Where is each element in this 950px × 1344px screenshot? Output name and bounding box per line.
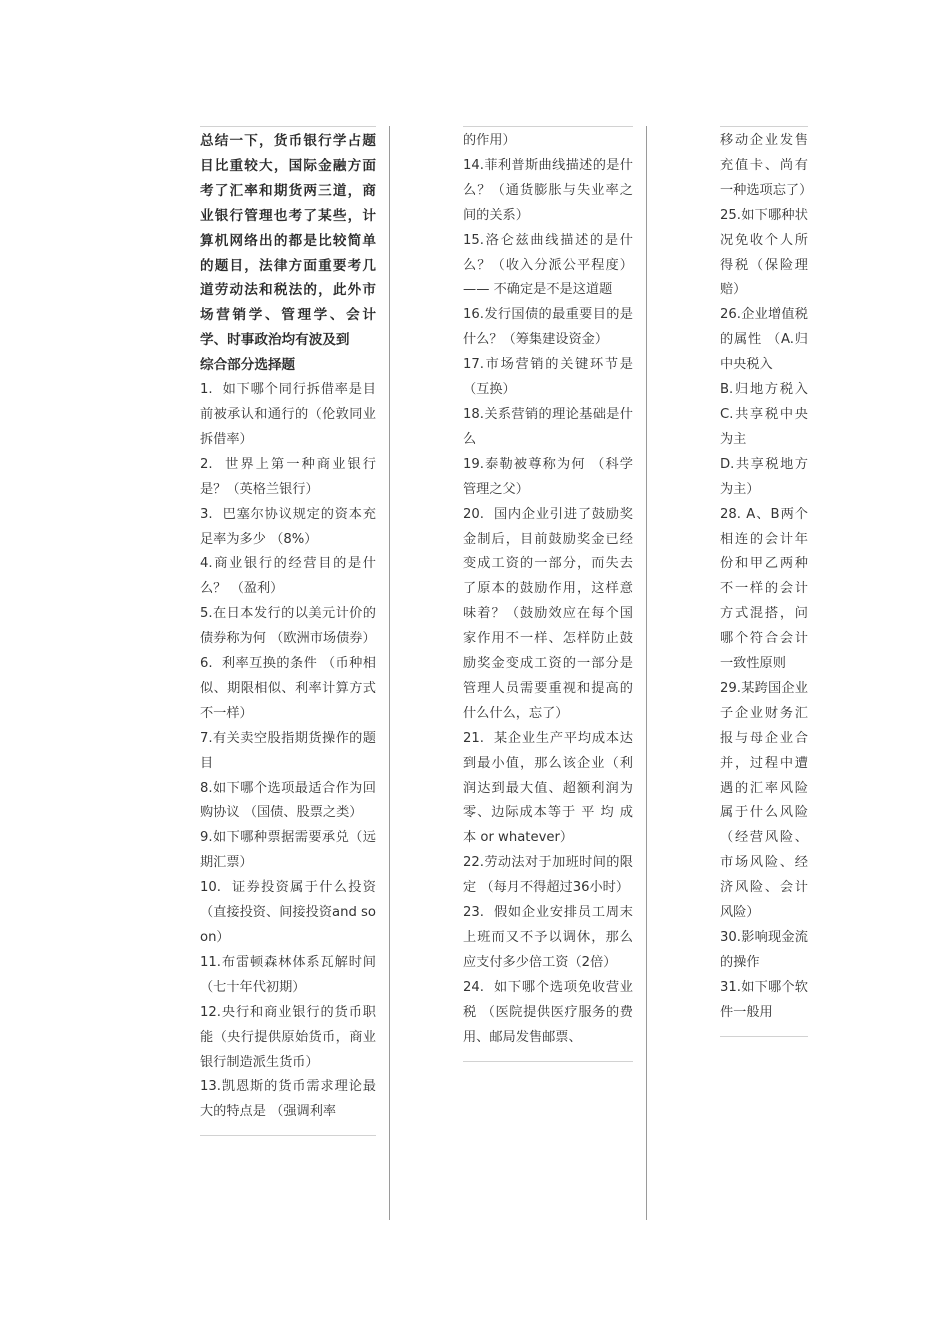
question-item: 4.商业银行的经营目的是什么？ （盈利） [200,556,376,597]
column-divider [646,126,647,1220]
question-item: 19.泰勒被尊称为何 （科学管理之父） [463,456,633,497]
question-item: 31.如下哪个软件一般用 [720,979,808,1020]
question-item: 22.劳动法对于加班时间的限定 （每月不得超过36小时） [463,855,633,896]
question-item: 30.影响现金流的操作 [720,930,808,970]
question-item: 10. 证券投资属于什么投资（直接投资、间接投资and so on） [200,880,381,945]
question-item: 11.布雷顿森林体系瓦解时间 （七十年代初期） [200,954,381,995]
question-item: 26.企业增值税的属性 （A.归中央税入 [720,307,808,373]
question-item: 18.关系营销的理论基础是什么 [463,406,633,447]
text-column-1 [200,126,381,1136]
question-item: 移动企业发售充值卡、尚有一种选项忘了） [720,133,813,198]
question-item: B.归地方税入 C.共享税中央为主 [720,382,817,447]
question-item: 20. 国内企业引进了鼓励奖金制后，目前鼓励奖金已经变成工资的一部分，而失去了原本的鼓励作用，这样意味着？（鼓励效应在每个国家作用不一样、怎样防止鼓励奖金变成工资的一部分是管理人员需要重视和提高的什么什么，忘了） [463,506,633,721]
question-item: 21. 某企业生产平均成本达到最小值，那么该企业（利润达到最大值、超额利润为零、边际成本等于 平 均 成 本 or whatever） [463,730,638,846]
question-item: 5.在日本发行的以美元计价的债券称为何 （欧洲市场债券） [200,606,376,647]
question-item: 24. 如下哪个选项免收营业税 （医院提供医疗服务的费用、邮局发售邮票、 [463,979,633,1045]
column-bottom-rule [200,1125,376,1136]
question-item: 13.凯恩斯的货币需求理论最大的特点是 （强调利率 [200,1079,376,1120]
question-item: 15.洛仑兹曲线描述的是什么？（收入分派公平程度）—— 不确定是不是这道题 [463,232,633,298]
text-column-3 [720,126,817,1037]
question-item: 14.菲利普斯曲线描述的是什么？（通货膨胀与失业率之间的关系） [463,157,633,223]
question-item: 9.如下哪种票据需要承兑（远期汇票） [200,830,376,871]
question-item: 17.市场营销的关键环节是（互换） [463,357,633,398]
question-item: 12.央行和商业银行的货币职能（央行提供原始货币，商业银行制造派生货币） [200,1004,376,1070]
question-item: 8.如下哪个选项最适合作为回购协议 （国债、股票之类） [200,780,376,821]
question-item: 7.有关卖空股指期货操作的题目 [200,730,376,771]
question-item: D.共享税地方为主） [720,456,808,497]
column-divider [389,126,390,1220]
question-item: 23. 假如企业安排员工周末上班而又不予以调休，那么应支付多少倍工资（2倍） [463,905,633,970]
question-item: 29.某跨国企业子企业财务汇报与母企业合并，过程中遭遇的汇率风险属于什么风险（经营风险、市场风险、经济风险、会计风险） [720,680,808,921]
column-bottom-rule [720,1026,808,1037]
question-item: 28. A、B两个相连的会计年份和甲乙两种不一样的会计方式混搭，问哪个符合会计一致性原则 [720,506,808,672]
question-item: 6. 利率互换的条件 （币种相似、期限相似、利率计算方式不一样） [200,656,376,721]
section-heading: 综合部分选择题 [200,357,296,374]
summary-paragraph: 总结一下，货币银行学占题目比重较大，国际金融方面考了汇率和期货两三道，商业银行管理也考了某些，计算机网络出的都是比较简单的题目，法律方面重要考几道劳动法和税法的，此外市场营销学、管理学、会计学、时事政治均有波及到 [200,133,376,349]
question-item: 1. 如下哪个同行拆借率是目前被承认和通行的（伦敦同业拆借率） [200,382,376,447]
question-item: 的作用） [463,133,516,148]
question-item: 25.如下哪种状况免收个人所得税（保险理赔） [720,207,808,298]
question-item: 16.发行国债的最重要目的是什么？（筹集建设资金） [463,307,633,348]
column-bottom-rule [463,1051,633,1062]
text-column-2 [463,126,638,1062]
question-item: 2. 世界上第一种商业银行是？（英格兰银行） [200,456,376,497]
question-item: 3. 巴塞尔协议规定的资本充足率为多少 （8%） [200,506,376,547]
